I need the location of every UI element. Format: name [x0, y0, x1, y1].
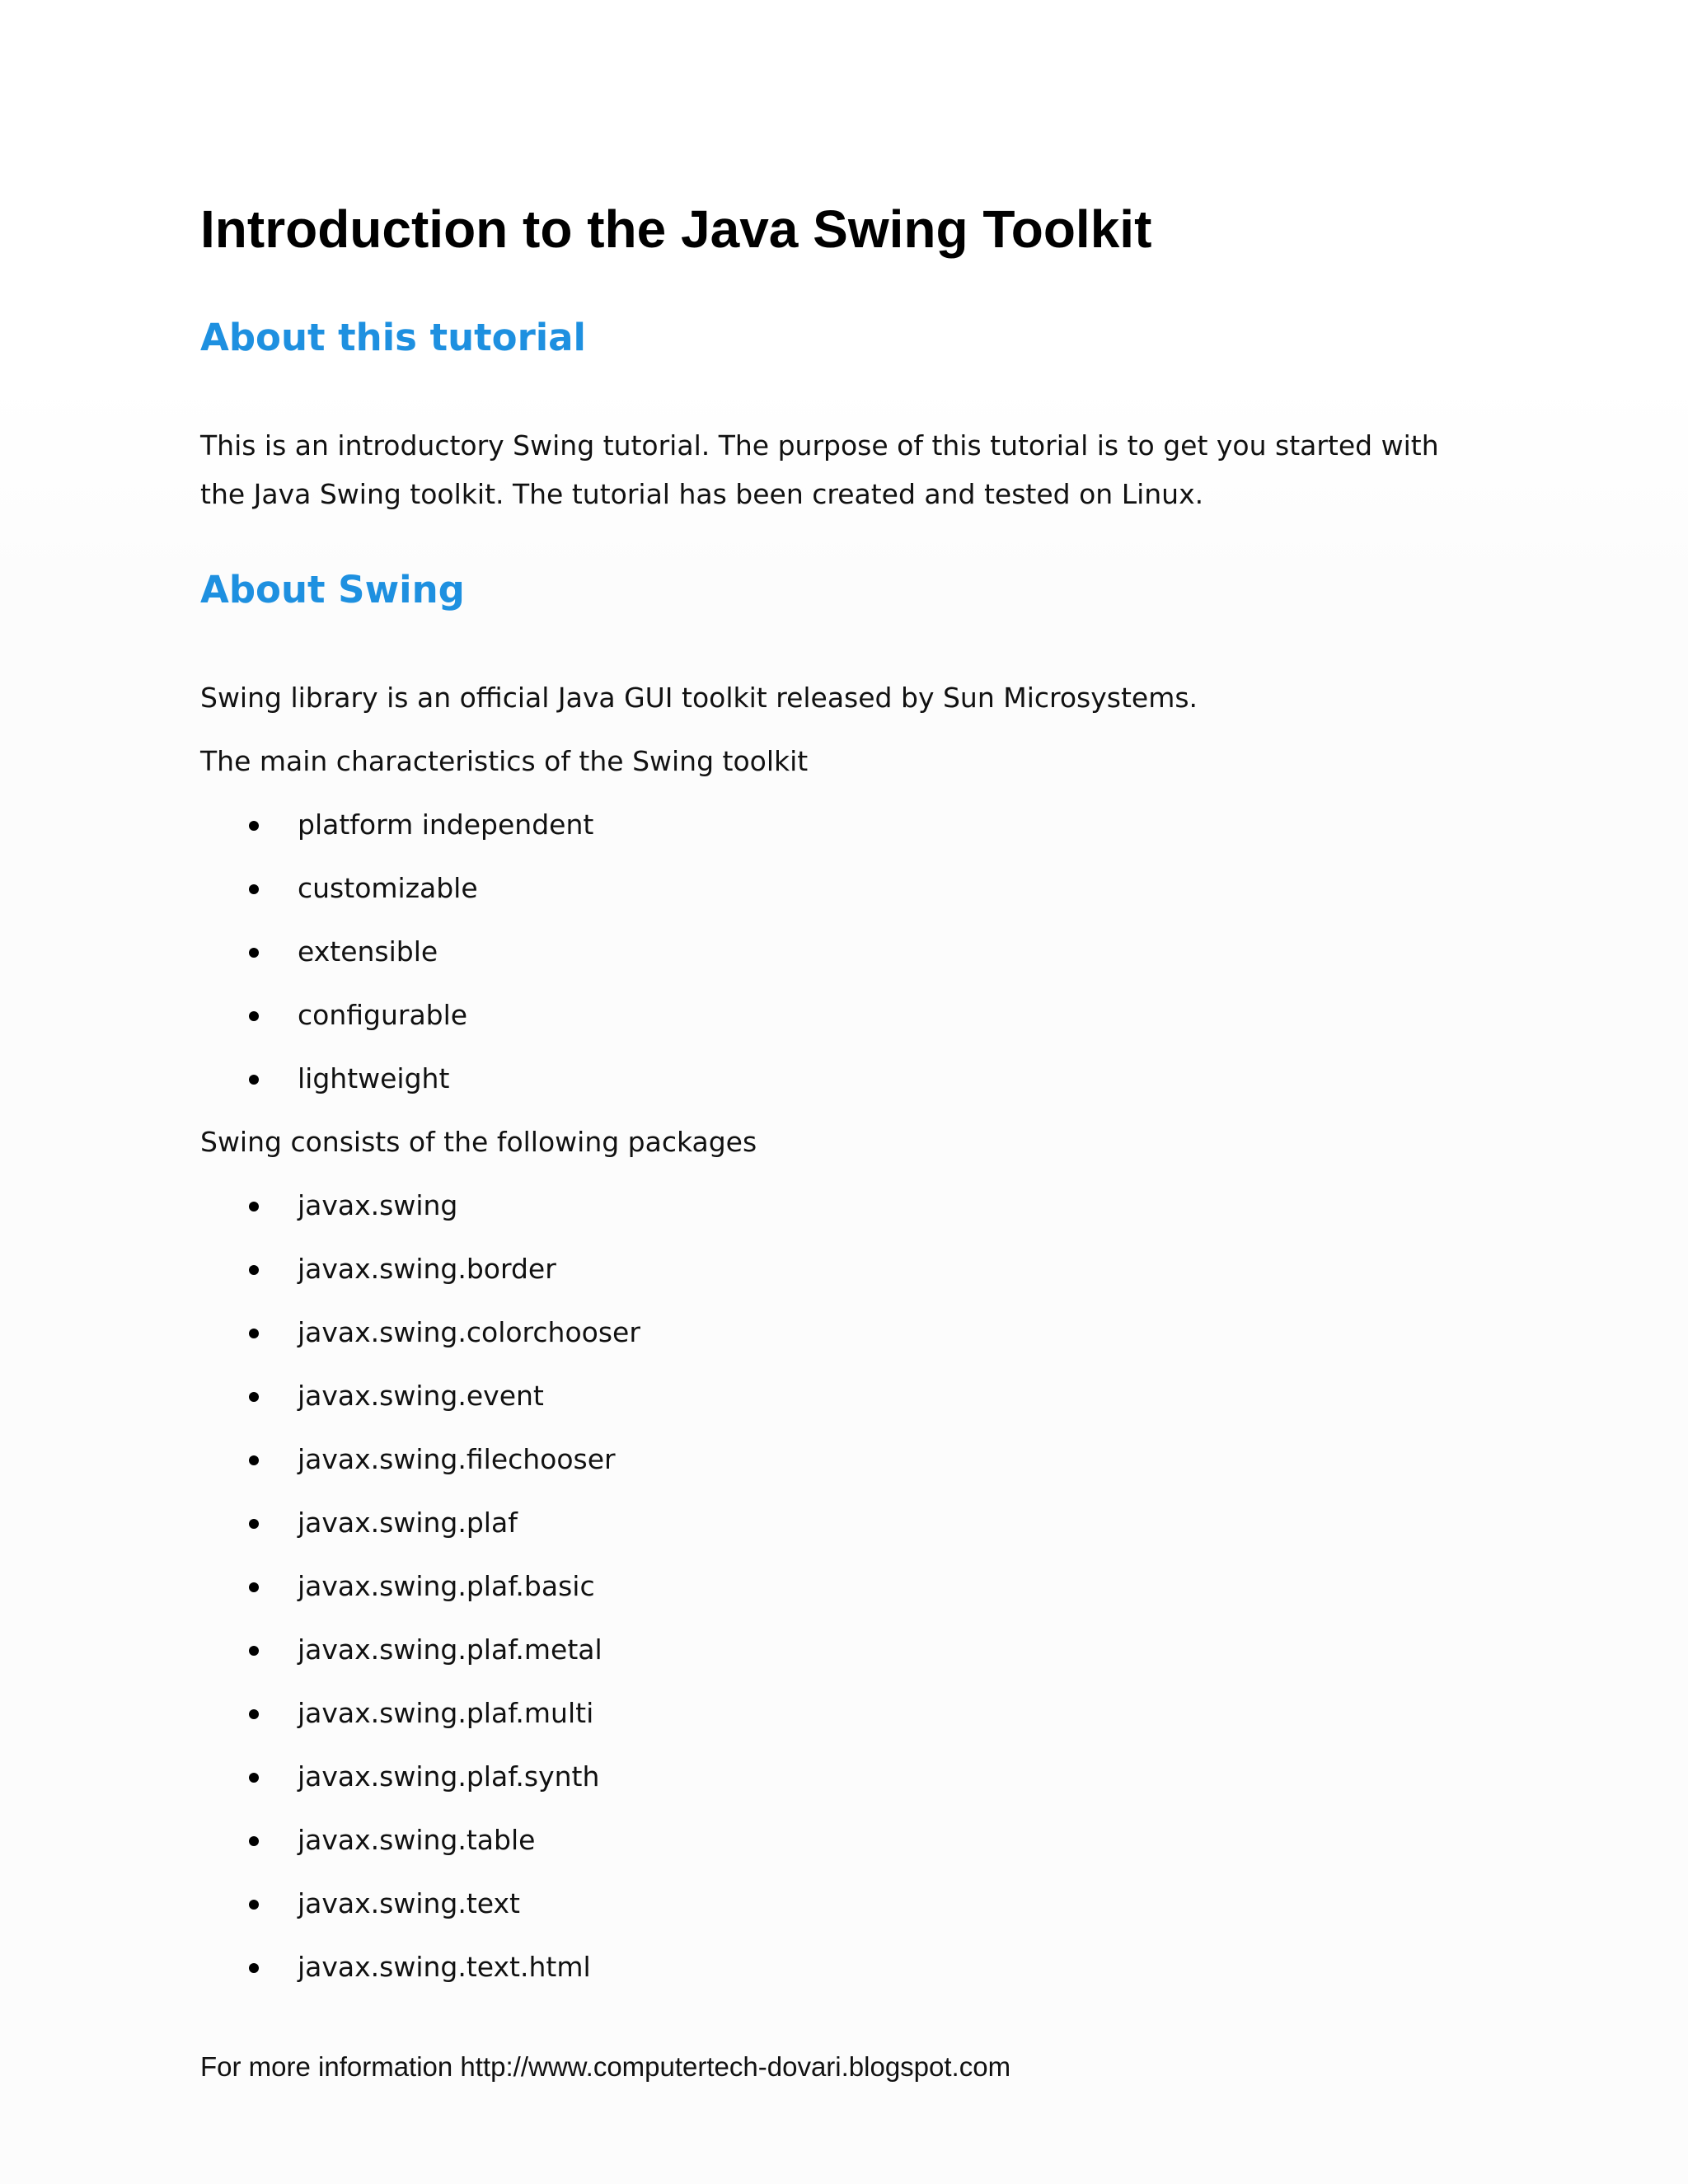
- footer-more-info: For more information http://www.computertech-dovari.blogspot.com: [200, 2051, 1011, 2082]
- bullet-icon: [249, 948, 259, 958]
- bullet-icon: [249, 1075, 259, 1085]
- bullet-icon: [249, 1836, 259, 1846]
- list-item-text: extensible: [298, 935, 438, 968]
- list-item-text: lightweight: [298, 1062, 450, 1094]
- list-item-text: platform independent: [298, 808, 594, 841]
- bullet-icon: [249, 821, 259, 831]
- list-item-text: javax.swing.plaf.synth: [298, 1760, 600, 1793]
- bullet-icon: [249, 1265, 259, 1275]
- bullet-icon: [249, 1709, 259, 1719]
- list-item-text: javax.swing.text: [298, 1887, 520, 1919]
- page-background: [0, 379, 1688, 2184]
- bullet-icon: [249, 1646, 259, 1656]
- bullet-icon: [249, 1455, 259, 1465]
- bullet-icon: [249, 1011, 259, 1021]
- list-item-text: javax.swing.plaf.multi: [298, 1697, 594, 1729]
- list-item-text: customizable: [298, 872, 478, 904]
- list-item-text: javax.swing.text.html: [298, 1951, 591, 1983]
- bullet-icon: [249, 1392, 259, 1402]
- section-heading-about-tutorial: About this tutorial: [200, 316, 586, 359]
- bullet-icon: [249, 1202, 259, 1212]
- list-item-text: javax.swing.border: [298, 1253, 556, 1285]
- bullet-icon: [249, 1900, 259, 1910]
- list-item-text: javax.swing.plaf: [298, 1507, 518, 1539]
- section-heading-about-swing: About Swing: [200, 568, 465, 612]
- bullet-icon: [249, 884, 259, 894]
- bullet-icon: [249, 1519, 259, 1529]
- tutorial-paragraph-line-1: This is an introductory Swing tutorial. The purpose of this tutorial is to get you started with: [200, 429, 1439, 462]
- list-item-text: javax.swing.plaf.metal: [298, 1633, 603, 1666]
- list-item-text: javax.swing: [298, 1189, 458, 1221]
- bullet-icon: [249, 1963, 259, 1973]
- bullet-icon: [249, 1773, 259, 1783]
- list-item-text: configurable: [298, 999, 468, 1031]
- document-title: Introduction to the Java Swing Toolkit: [200, 199, 1152, 259]
- bullet-icon: [249, 1329, 259, 1338]
- list-item-text: javax.swing.table: [298, 1824, 536, 1856]
- list-item-text: javax.swing.event: [298, 1380, 544, 1412]
- list-item-text: javax.swing.filechooser: [298, 1443, 616, 1475]
- characteristics-intro: The main characteristics of the Swing toolkit: [200, 745, 809, 777]
- list-item-text: javax.swing.plaf.basic: [298, 1570, 595, 1602]
- swing-intro-paragraph: Swing library is an official Java GUI toolkit released by Sun Microsystems.: [200, 682, 1198, 714]
- bullet-icon: [249, 1582, 259, 1592]
- packages-intro: Swing consists of the following packages: [200, 1126, 757, 1158]
- list-item-text: javax.swing.colorchooser: [298, 1316, 640, 1348]
- tutorial-paragraph-line-2: the Java Swing toolkit. The tutorial has been created and tested on Linux.: [200, 478, 1204, 510]
